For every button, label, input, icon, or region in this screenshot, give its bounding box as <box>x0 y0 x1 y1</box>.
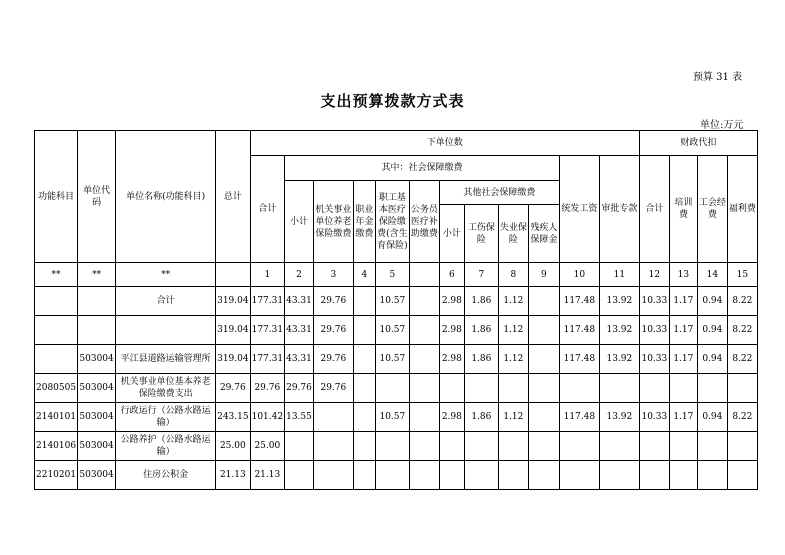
table-cell-c5b <box>409 374 439 403</box>
table-cell-c5: 10.57 <box>375 316 409 345</box>
table-cell-c6: 2.98 <box>439 403 464 432</box>
header-welfare: 福利费 <box>727 156 757 263</box>
table-cell-c10: 117.48 <box>559 403 599 432</box>
table-cell-c6 <box>439 461 464 490</box>
index-cell: 13 <box>669 263 697 287</box>
table-cell-c5b <box>409 432 439 461</box>
table-cell-c4 <box>353 432 375 461</box>
table-row <box>35 345 758 374</box>
table-cell-c2: 29.76 <box>285 374 314 403</box>
table-cell-code: 503004 <box>78 461 116 490</box>
table-cell-c9 <box>528 432 559 461</box>
table-cell-c8: 1.12 <box>498 345 528 374</box>
table-cell-c12: 10.33 <box>639 403 669 432</box>
table-cell-c1: 29.76 <box>250 374 285 403</box>
table-cell-c11: 13.92 <box>599 316 639 345</box>
table-cell-c7 <box>464 374 498 403</box>
table-cell-c4 <box>353 403 375 432</box>
header-sub: 小计 <box>285 181 314 263</box>
header-injury: 工伤保险 <box>464 205 498 263</box>
table-cell-c2: 13.55 <box>285 403 314 432</box>
index-cell: 8 <box>498 263 528 287</box>
table-cell-c10 <box>559 432 599 461</box>
table-cell-code: 503004 <box>78 432 116 461</box>
table-cell-code <box>78 316 116 345</box>
header-medical: 职工基本医疗保险缴费(含生育保险) <box>375 181 409 263</box>
table-cell-c3: 29.76 <box>313 374 353 403</box>
table-cell-c15: 8.22 <box>727 316 757 345</box>
table-cell-c5b <box>409 403 439 432</box>
table-cell-c7: 1.86 <box>464 403 498 432</box>
table-cell-total: 319.04 <box>216 316 251 345</box>
table-cell-c2 <box>285 432 314 461</box>
index-cell <box>409 263 439 287</box>
table-cell-c5: 10.57 <box>375 345 409 374</box>
table-cell-c14 <box>697 461 727 490</box>
index-cell: 15 <box>727 263 757 287</box>
budget-table <box>34 130 758 490</box>
index-cell: 7 <box>464 263 498 287</box>
table-cell-c7: 1.86 <box>464 345 498 374</box>
page-title: 支出预算拨款方式表 <box>320 92 465 110</box>
table-cell-c11: 13.92 <box>599 287 639 316</box>
header-social-security: 其中：社会保障缴费 <box>285 156 560 181</box>
form-number: 预算 31 表 <box>693 72 743 83</box>
table-cell-c3: 29.76 <box>313 287 353 316</box>
table-cell-c8 <box>498 461 528 490</box>
table-cell-c13 <box>669 461 697 490</box>
table-cell-c9 <box>528 316 559 345</box>
table-cell-func: 2140101 <box>35 403 78 432</box>
table-row <box>35 374 758 403</box>
table-cell-c15 <box>727 374 757 403</box>
table-cell-c1: 21.13 <box>250 461 285 490</box>
index-cell: 4 <box>353 263 375 287</box>
table-cell-c13 <box>669 374 697 403</box>
table-cell-c12: 10.33 <box>639 287 669 316</box>
table-cell-c1: 177.31 <box>250 345 285 374</box>
index-cell: 11 <box>599 263 639 287</box>
header-subtotal-all: 合计 <box>250 156 285 263</box>
table-cell-c1: 101.42 <box>250 403 285 432</box>
table-cell-c2 <box>285 461 314 490</box>
index-row <box>35 263 758 287</box>
table-cell-c10: 117.48 <box>559 287 599 316</box>
table-cell-c9 <box>528 287 559 316</box>
table-cell-c14: 0.94 <box>697 403 727 432</box>
index-cell: 9 <box>528 263 559 287</box>
header-total: 总计 <box>216 131 251 263</box>
table-cell-c1: 177.31 <box>250 316 285 345</box>
table-cell-c6 <box>439 432 464 461</box>
index-cell: 12 <box>639 263 669 287</box>
table-cell-c5 <box>375 461 409 490</box>
table-cell-c3: 29.76 <box>313 345 353 374</box>
table-cell-c8 <box>498 374 528 403</box>
table-cell-code <box>78 287 116 316</box>
table-cell-c6: 2.98 <box>439 287 464 316</box>
table-cell-name: 机关事业单位基本养老保险缴费支出 <box>116 374 216 403</box>
table-cell-c10: 117.48 <box>559 345 599 374</box>
table-row <box>35 461 758 490</box>
table-cell-c5b <box>409 461 439 490</box>
table-cell-c10 <box>559 374 599 403</box>
table-cell-c5b <box>409 316 439 345</box>
table-cell-c5: 10.57 <box>375 403 409 432</box>
table-cell-func: 2080505 <box>35 374 78 403</box>
table-cell-c6: 2.98 <box>439 345 464 374</box>
table-cell-c3: 29.76 <box>313 316 353 345</box>
table-cell-c14: 0.94 <box>697 287 727 316</box>
table-cell-c3 <box>313 461 353 490</box>
index-cell: 10 <box>559 263 599 287</box>
table-row <box>35 287 758 316</box>
table-cell-c1: 177.31 <box>250 287 285 316</box>
table-cell-total: 29.76 <box>216 374 251 403</box>
index-cell: ** <box>116 263 216 287</box>
table-cell-c11 <box>599 461 639 490</box>
table-header <box>35 131 758 287</box>
table-cell-code: 503004 <box>78 403 116 432</box>
header-fiscal-agent: 财政代扣 <box>639 131 757 156</box>
table-row <box>35 316 758 345</box>
table-cell-code: 503004 <box>78 374 116 403</box>
table-cell-c15 <box>727 461 757 490</box>
table-cell-c4 <box>353 374 375 403</box>
table-cell-c14: 0.94 <box>697 345 727 374</box>
table-cell-c15: 8.22 <box>727 287 757 316</box>
table-cell-c4 <box>353 316 375 345</box>
index-cell: 3 <box>313 263 353 287</box>
table-cell-c5: 10.57 <box>375 287 409 316</box>
table-cell-c14: 0.94 <box>697 316 727 345</box>
table-cell-c7 <box>464 432 498 461</box>
table-cell-func <box>35 345 78 374</box>
index-cell: ** <box>35 263 78 287</box>
table-cell-c14 <box>697 432 727 461</box>
unit-label: 单位:万元 <box>700 120 744 131</box>
table-row <box>35 403 758 432</box>
table-cell-total: 243.15 <box>216 403 251 432</box>
header-annuity: 职业年金缴费 <box>353 181 375 263</box>
header-pension: 机关事业单位养老保险缴费 <box>313 181 353 263</box>
table-cell-c13: 1.17 <box>669 345 697 374</box>
table-cell-c13: 1.17 <box>669 316 697 345</box>
table-cell-c12 <box>639 432 669 461</box>
table-cell-c11: 13.92 <box>599 345 639 374</box>
table-cell-c15 <box>727 432 757 461</box>
header-training: 培训费 <box>669 156 697 263</box>
table-cell-code: 503004 <box>78 345 116 374</box>
header-unemployment: 失业保险 <box>498 205 528 263</box>
header-approval: 审批专款 <box>599 156 639 263</box>
table-cell-c8: 1.12 <box>498 403 528 432</box>
table-cell-c4 <box>353 461 375 490</box>
table-cell-name: 住房公积金 <box>116 461 216 490</box>
table-cell-c10: 117.48 <box>559 316 599 345</box>
table-cell-c6 <box>439 374 464 403</box>
table-body <box>35 287 758 490</box>
table-cell-name <box>116 316 216 345</box>
table-cell-c2: 43.31 <box>285 287 314 316</box>
table-cell-c11 <box>599 432 639 461</box>
table-cell-c15: 8.22 <box>727 345 757 374</box>
table-cell-c13 <box>669 432 697 461</box>
table-cell-c3 <box>313 432 353 461</box>
table-cell-total: 25.00 <box>216 432 251 461</box>
table-cell-c5b <box>409 287 439 316</box>
table-cell-c4 <box>353 287 375 316</box>
table-cell-c9 <box>528 403 559 432</box>
index-cell: 14 <box>697 263 727 287</box>
table-cell-c8: 1.12 <box>498 316 528 345</box>
table-cell-c12 <box>639 461 669 490</box>
index-cell: 2 <box>285 263 314 287</box>
table-cell-c5 <box>375 432 409 461</box>
table-cell-name: 平江县道路运输管理所 <box>116 345 216 374</box>
header-other-social: 其他社会保障缴费 <box>439 181 559 205</box>
table-cell-c9 <box>528 374 559 403</box>
table-cell-name: 合计 <box>116 287 216 316</box>
table-cell-func <box>35 316 78 345</box>
index-cell: 5 <box>375 263 409 287</box>
table-cell-c7: 1.86 <box>464 287 498 316</box>
table-cell-c7: 1.86 <box>464 316 498 345</box>
table-cell-func <box>35 287 78 316</box>
table-cell-c15: 8.22 <box>727 403 757 432</box>
header-civil-medical: 公务员医疗补助缴费 <box>409 181 439 263</box>
table-cell-c1: 25.00 <box>250 432 285 461</box>
table-cell-c14 <box>697 374 727 403</box>
index-cell: ** <box>78 263 116 287</box>
table-cell-c11 <box>599 374 639 403</box>
table-cell-c2: 43.31 <box>285 345 314 374</box>
table-cell-func: 2140106 <box>35 432 78 461</box>
table-cell-total: 319.04 <box>216 287 251 316</box>
header-fa-total: 合计 <box>639 156 669 263</box>
header-unit-name: 单位名称(功能科目) <box>116 131 216 263</box>
table-cell-c12 <box>639 374 669 403</box>
index-cell <box>216 263 251 287</box>
table-cell-c13: 1.17 <box>669 287 697 316</box>
table-row <box>35 432 758 461</box>
table-cell-c9 <box>528 345 559 374</box>
header-union: 工会经费 <box>697 156 727 263</box>
table-cell-func: 2210201 <box>35 461 78 490</box>
header-salary: 统发工资 <box>559 156 599 263</box>
header-func-code: 功能科目 <box>35 131 78 263</box>
index-cell: 6 <box>439 263 464 287</box>
table-cell-c8: 1.12 <box>498 287 528 316</box>
table-cell-c2: 43.31 <box>285 316 314 345</box>
table-cell-c4 <box>353 345 375 374</box>
table-cell-total: 319.04 <box>216 345 251 374</box>
table-cell-c7 <box>464 461 498 490</box>
table-cell-c12: 10.33 <box>639 316 669 345</box>
table-cell-name: 公路养护（公路水路运输） <box>116 432 216 461</box>
table-cell-c9 <box>528 461 559 490</box>
table-cell-c8 <box>498 432 528 461</box>
table-cell-c12: 10.33 <box>639 345 669 374</box>
table-cell-c5 <box>375 374 409 403</box>
header-disabled: 残疾人保障金 <box>528 205 559 263</box>
table-cell-c10 <box>559 461 599 490</box>
table-cell-c13: 1.17 <box>669 403 697 432</box>
table-cell-c3 <box>313 403 353 432</box>
index-cell: 1 <box>250 263 285 287</box>
header-other-sub: 小计 <box>439 205 464 263</box>
table-cell-name: 行政运行（公路水路运输） <box>116 403 216 432</box>
table-cell-c5b <box>409 345 439 374</box>
table-cell-c6: 2.98 <box>439 316 464 345</box>
table-cell-c11: 13.92 <box>599 403 639 432</box>
header-lower-units: 下单位数 <box>250 131 639 156</box>
table-cell-total: 21.13 <box>216 461 251 490</box>
header-unit-code: 单位代码 <box>78 131 116 263</box>
